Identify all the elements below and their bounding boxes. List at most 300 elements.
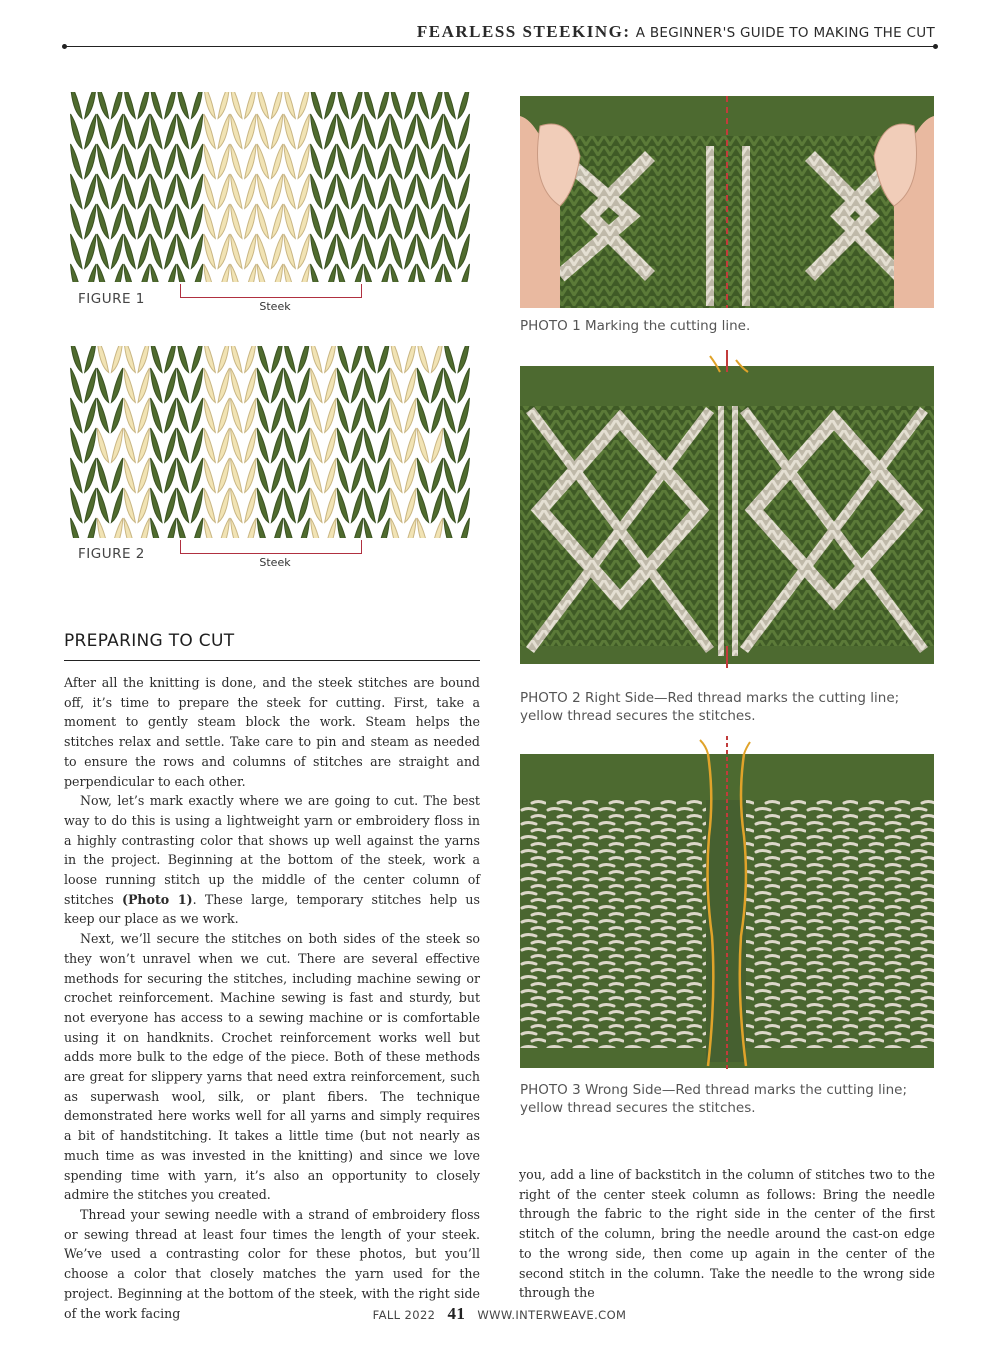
knit-stitch-leg (71, 368, 82, 403)
knit-stitch-leg (245, 174, 256, 209)
knit-stitch-leg (165, 92, 176, 119)
knit-stitch-leg (337, 428, 348, 463)
knit-stitch-leg (271, 144, 282, 179)
knit-stitch-leg (364, 204, 375, 239)
photo-1-reference: (Photo 1) (122, 891, 193, 907)
knit-stitch-leg (378, 488, 389, 523)
knit-stitch-leg (85, 458, 96, 493)
knit-stitch-leg (218, 92, 229, 119)
knit-stitch-leg (151, 204, 162, 239)
knit-stitch-leg (257, 488, 268, 523)
knit-stitch-leg (204, 204, 215, 239)
knit-stitch-leg (405, 144, 416, 179)
knit-stitch-leg (458, 458, 469, 493)
knit-stitch-leg (177, 458, 188, 493)
knit-stitch-leg (97, 346, 108, 373)
knit-stitch-leg (417, 174, 428, 209)
footer-issue: FALL 2022 (372, 1308, 436, 1322)
knit-stitch-leg (231, 368, 242, 403)
knit-stitch-leg (111, 114, 122, 149)
article-column-right (519, 1165, 935, 1303)
knit-stitch-leg (97, 114, 108, 149)
knit-stitch-leg (378, 174, 389, 209)
knit-stitch-leg (245, 144, 256, 179)
knit-stitch-leg (151, 144, 162, 179)
knit-stitch-leg (245, 458, 256, 493)
knit-stitch-leg (444, 346, 455, 373)
figure-1-steek-label: Steek (259, 300, 291, 313)
paragraph-5: you, add a line of backstitch in the column of stitches two to the right of the center steek column as follows: Bring the needle through the fabric to the right side in the center of the first stitch of the column, bring the needle around the cast-on edge to the wrong side, then come up again in the center of the second stitch in the column. Take the needle to the wrong side through the (519, 1167, 935, 1301)
knit-stitch-leg (325, 368, 336, 403)
knit-stitch-leg (165, 204, 176, 239)
knit-stitch-leg (351, 204, 362, 239)
knit-stitch-leg (71, 488, 82, 523)
knit-stitch-leg (298, 144, 309, 179)
knit-stitch-leg (85, 144, 96, 179)
knit-stitch-leg (431, 92, 442, 119)
footer-url: WWW.INTERWEAVE.COM (477, 1308, 627, 1322)
knit-stitch-leg (298, 204, 309, 239)
knit-stitch-leg (417, 428, 428, 463)
knit-stitch-leg (405, 234, 416, 269)
knit-stitch-leg (85, 234, 96, 269)
knit-stitch-leg (97, 174, 108, 209)
photo-3-illustration (520, 736, 934, 1070)
knit-stitch-leg (191, 398, 202, 433)
knit-stitch-leg (311, 428, 322, 463)
knit-stitch-leg (444, 368, 455, 403)
knit-stitch-leg (444, 204, 455, 239)
figure-1-stitch-diagram (70, 92, 470, 282)
knit-stitch-leg (337, 114, 348, 149)
knit-stitch-leg (257, 346, 268, 373)
knit-stitch-leg (231, 428, 242, 463)
knit-stitch-leg (138, 92, 149, 119)
knit-stitch-leg (417, 368, 428, 403)
knit-stitch-leg (311, 368, 322, 403)
knit-stitch-leg (151, 114, 162, 149)
knit-stitch-leg (351, 488, 362, 523)
knit-stitch-leg (111, 458, 122, 493)
knit-stitch-leg (218, 114, 229, 149)
knit-stitch-leg (337, 488, 348, 523)
knit-stitch-leg (177, 488, 188, 523)
knit-stitch-leg (391, 488, 402, 523)
knit-stitch-leg (257, 458, 268, 493)
knit-stitch-leg (231, 204, 242, 239)
knit-stitch-leg (458, 488, 469, 523)
knit-stitch-leg (325, 174, 336, 209)
knit-stitch-leg (364, 458, 375, 493)
knit-stitch-leg (431, 346, 442, 373)
knit-stitch-leg (271, 346, 282, 373)
knit-stitch-leg (391, 204, 402, 239)
header-title: FEARLESS STEEKING: (416, 22, 631, 41)
knit-stitch-leg (444, 174, 455, 209)
knit-stitch-leg (124, 458, 135, 493)
knit-stitch-leg (151, 428, 162, 463)
knit-stitch-leg (391, 398, 402, 433)
knit-stitch-leg (245, 428, 256, 463)
knit-stitch-leg (284, 234, 295, 269)
knit-stitch-leg (351, 114, 362, 149)
knit-stitch-leg (97, 458, 108, 493)
knit-stitch-leg (337, 144, 348, 179)
paragraph-2-text-a: Now, let’s mark exactly where we are going to cut. The best way to do this is using a lightweight yarn or embroidery floss in a highly contrasting color that shows up well against the yarns in the project. Beginning at the bottom of the steek, work a loose running stitch up the middle of the center column of stitches (64, 793, 480, 907)
knit-stitch-leg (151, 92, 162, 119)
knit-stitch-leg (151, 458, 162, 493)
knit-stitch-leg (458, 114, 469, 149)
knit-stitch-leg (444, 114, 455, 149)
knit-stitch-leg (85, 428, 96, 463)
figure-1-label: FIGURE 1 (78, 291, 145, 307)
knit-stitch-leg (138, 458, 149, 493)
knit-stitch-leg (111, 92, 122, 119)
knit-stitch-leg (351, 458, 362, 493)
knit-stitch-leg (431, 488, 442, 523)
section-heading: PREPARING TO CUT (64, 631, 480, 661)
knit-stitch-leg (165, 234, 176, 269)
knit-stitch-leg (364, 92, 375, 119)
knit-stitch-leg (391, 368, 402, 403)
knit-stitch-leg (351, 144, 362, 179)
knit-stitch-leg (351, 398, 362, 433)
figure-2-stitch-diagram (70, 346, 470, 538)
knit-stitch-leg (364, 144, 375, 179)
knit-stitch-leg (284, 174, 295, 209)
knit-stitch-leg (97, 488, 108, 523)
knit-stitch-leg (245, 114, 256, 149)
knit-stitch-leg (138, 144, 149, 179)
knit-stitch-leg (364, 368, 375, 403)
knit-stitch-leg (271, 234, 282, 269)
knit-stitch-leg (71, 92, 82, 119)
knit-stitch-leg (364, 234, 375, 269)
knit-stitch-leg (431, 204, 442, 239)
knit-stitch-leg (165, 458, 176, 493)
knit-stitch-leg (111, 346, 122, 373)
photo-2-caption: PHOTO 2 Right Side—Red thread marks the cutting line; yellow thread secures the stitches. (520, 690, 900, 724)
knit-stitch-leg (191, 174, 202, 209)
knit-stitch-leg (177, 428, 188, 463)
knit-stitch-leg (231, 458, 242, 493)
knit-stitch-leg (177, 204, 188, 239)
knit-stitch-leg (431, 144, 442, 179)
knit-stitch-leg (337, 346, 348, 373)
knit-stitch-leg (85, 398, 96, 433)
paragraph-4: Thread your sewing needle with a strand of embroidery floss or sewing thread at least four times the length of your steek. We’ve used a contrasting color for these photos, but you’ll choose a color that closely matches the yarn used for the project. Beginning at the bottom of the steek, with the right side of the work facing (64, 1206, 480, 1321)
knit-stitch-leg (71, 428, 82, 463)
knit-stitch-leg (218, 174, 229, 209)
knit-stitch-leg (138, 346, 149, 373)
knit-stitch-leg (311, 114, 322, 149)
knit-stitch-leg (431, 428, 442, 463)
knit-stitch-leg (444, 144, 455, 179)
figure-2-steek-label: Steek (259, 556, 291, 569)
knit-stitch-leg (111, 144, 122, 179)
knit-stitch-leg (165, 398, 176, 433)
photo-1-illustration (520, 96, 934, 308)
knit-stitch-leg (337, 368, 348, 403)
knit-stitch-leg (218, 398, 229, 433)
knit-stitch-leg (218, 234, 229, 269)
knit-stitch-leg (124, 398, 135, 433)
knit-stitch-leg (351, 92, 362, 119)
knit-stitch-leg (298, 234, 309, 269)
knit-stitch-leg (444, 488, 455, 523)
knit-stitch-leg (271, 92, 282, 119)
knit-stitch-leg (271, 204, 282, 239)
knit-stitch-leg (271, 114, 282, 149)
knit-stitch-leg (298, 398, 309, 433)
knit-stitch-leg (284, 346, 295, 373)
knit-stitch-leg (97, 204, 108, 239)
knit-stitch-leg (218, 458, 229, 493)
knit-stitch-leg (257, 398, 268, 433)
knit-stitch-leg (325, 204, 336, 239)
knit-stitch-leg (204, 368, 215, 403)
knit-stitch-leg (364, 174, 375, 209)
knit-stitch-leg (191, 368, 202, 403)
knit-stitch-leg (458, 204, 469, 239)
knit-stitch-leg (231, 144, 242, 179)
knit-stitch-leg (97, 92, 108, 119)
knit-stitch-leg (311, 174, 322, 209)
knit-stitch-leg (191, 114, 202, 149)
knit-stitch-leg (204, 398, 215, 433)
knit-stitch-leg (364, 398, 375, 433)
knit-stitch-leg (97, 398, 108, 433)
knit-stitch-leg (298, 346, 309, 373)
knit-stitch-leg (364, 488, 375, 523)
knit-stitch-leg (351, 428, 362, 463)
knit-stitch-leg (417, 346, 428, 373)
knit-stitch-leg (85, 488, 96, 523)
knit-stitch-leg (417, 398, 428, 433)
knit-stitch-leg (124, 174, 135, 209)
knit-stitch-leg (204, 488, 215, 523)
knit-stitch-leg (138, 488, 149, 523)
knit-stitch-leg (378, 458, 389, 493)
knit-stitch-leg (284, 428, 295, 463)
knit-stitch-leg (85, 174, 96, 209)
knit-stitch-leg (165, 174, 176, 209)
knit-stitch-leg (111, 204, 122, 239)
knit-stitch-leg (257, 174, 268, 209)
photo-1-marking-cutting-line (520, 96, 934, 308)
knit-stitch-leg (218, 428, 229, 463)
knit-stitch-leg (417, 92, 428, 119)
knit-stitch-leg (391, 234, 402, 269)
knit-stitch-leg (444, 92, 455, 119)
knit-stitch-leg (257, 114, 268, 149)
knit-stitch-leg (71, 204, 82, 239)
knit-stitch-leg (151, 234, 162, 269)
knit-stitch-leg (378, 204, 389, 239)
knit-stitch-leg (284, 114, 295, 149)
knit-stitch-leg (271, 458, 282, 493)
knit-stitch-leg (191, 458, 202, 493)
knit-stitch-leg (111, 428, 122, 463)
knit-stitch-leg (351, 346, 362, 373)
knit-stitch-leg (417, 114, 428, 149)
figure-2-steek-bracket (180, 540, 362, 554)
knit-stitch-leg (97, 234, 108, 269)
knit-stitch-leg (218, 488, 229, 523)
knit-stitch-leg (417, 458, 428, 493)
knit-stitch-leg (284, 488, 295, 523)
figure-1-steek-bracket (180, 284, 362, 298)
knit-stitch-leg (231, 398, 242, 433)
knit-stitch-leg (351, 234, 362, 269)
knit-stitch-leg (311, 488, 322, 523)
knit-stitch-leg (391, 428, 402, 463)
knit-stitch-leg (231, 346, 242, 373)
page-number: 41 (447, 1304, 466, 1323)
knit-stitch-leg (245, 204, 256, 239)
knit-stitch-leg (204, 234, 215, 269)
knit-stitch-leg (165, 144, 176, 179)
knit-stitch-leg (231, 92, 242, 119)
knit-stitch-leg (85, 114, 96, 149)
knit-stitch-leg (417, 488, 428, 523)
knit-stitch-leg (405, 174, 416, 209)
knit-stitch-leg (85, 92, 96, 119)
knit-stitch-leg (85, 346, 96, 373)
knit-stitch-leg (391, 346, 402, 373)
knit-stitch-leg (325, 346, 336, 373)
knit-stitch-leg (111, 368, 122, 403)
knit-stitch-leg (124, 114, 135, 149)
knit-stitch-leg (378, 398, 389, 433)
figure-2-label: FIGURE 2 (78, 546, 145, 562)
photo-3-wrong-side (520, 736, 934, 1070)
knit-stitch-leg (417, 144, 428, 179)
knit-stitch-leg (177, 398, 188, 433)
knit-stitch-leg (177, 92, 188, 119)
knit-stitch-leg (271, 488, 282, 523)
paragraph-2 (64, 791, 480, 929)
figure-2-knit-chart (70, 346, 470, 538)
knit-stitch-leg (257, 204, 268, 239)
knit-stitch-leg (191, 92, 202, 119)
knit-stitch-leg (151, 488, 162, 523)
knit-stitch-leg (325, 428, 336, 463)
knit-stitch-leg (405, 428, 416, 463)
knit-stitch-leg (391, 174, 402, 209)
knit-stitch-leg (378, 368, 389, 403)
knit-stitch-leg (431, 368, 442, 403)
knit-stitch-leg (458, 368, 469, 403)
knit-stitch-leg (204, 114, 215, 149)
knit-stitch-leg (298, 488, 309, 523)
knit-stitch-leg (231, 488, 242, 523)
knit-stitch-leg (177, 174, 188, 209)
knit-stitch-leg (337, 174, 348, 209)
paragraph-2-text-b: . These large, temporary stitches help us keep our place as we work. (64, 891, 481, 927)
knit-stitch-leg (111, 398, 122, 433)
running-header (417, 22, 935, 42)
knit-stitch-leg (151, 368, 162, 403)
knit-stitch-leg (71, 458, 82, 493)
knit-stitch-leg (97, 144, 108, 179)
knit-stitch-leg (337, 204, 348, 239)
knit-stitch-leg (231, 174, 242, 209)
figure-1-knit-chart (70, 92, 470, 282)
header-subtitle: A BEGINNER'S GUIDE TO MAKING THE CUT (635, 25, 935, 41)
knit-stitch-leg (405, 488, 416, 523)
paragraph-3: Next, we’ll secure the stitches on both sides of the steek so they won’t unravel when we cut. There are several effective methods for securing the stitches, including machine sewing or crochet reinforcement. Machine sewing is fast and sturdy, but not everyone has access to a sewing machine or is comfortable using it on handknits. Crochet reinforcement works well but adds more bulk to the edge of the piece. Both of these methods are great for slippery yarns that need extra reinforcement, such as superwash wool, silk, or plant fibers. The technique demonstrated here works well for all yarns and simply requires a bit of handstitching. It takes a little time (but not nearly as much time as was invested in the knitting) and since we love spending time with yarn, it’s also an opportunity to closely admire the stitches you created. (64, 931, 480, 1203)
knit-stitch-leg (378, 234, 389, 269)
knit-stitch-leg (138, 204, 149, 239)
knit-stitch-leg (165, 114, 176, 149)
knit-stitch-leg (191, 144, 202, 179)
knit-stitch-leg (245, 234, 256, 269)
knit-stitch-leg (271, 398, 282, 433)
knit-stitch-leg (71, 346, 82, 373)
knit-stitch-leg (284, 204, 295, 239)
knit-stitch-leg (257, 234, 268, 269)
knit-stitch-leg (124, 144, 135, 179)
knit-stitch-leg (458, 346, 469, 373)
knit-stitch-leg (124, 346, 135, 373)
knit-stitch-leg (431, 234, 442, 269)
knit-stitch-leg (444, 398, 455, 433)
knit-stitch-leg (351, 174, 362, 209)
knit-stitch-leg (204, 92, 215, 119)
knit-stitch-leg (325, 114, 336, 149)
knit-stitch-leg (231, 114, 242, 149)
knit-stitch-leg (218, 144, 229, 179)
knit-stitch-leg (431, 174, 442, 209)
knit-stitch-leg (444, 428, 455, 463)
knit-stitch-leg (204, 458, 215, 493)
knit-stitch-leg (271, 428, 282, 463)
photo-1-caption: PHOTO 1 Marking the cutting line. (520, 318, 751, 334)
knit-stitch-leg (405, 458, 416, 493)
knit-stitch-leg (337, 398, 348, 433)
knit-stitch-leg (177, 114, 188, 149)
knit-stitch-leg (231, 234, 242, 269)
knit-stitch-leg (124, 488, 135, 523)
knit-stitch-leg (191, 428, 202, 463)
knit-stitch-leg (431, 114, 442, 149)
knit-stitch-leg (284, 144, 295, 179)
knit-stitch-leg (364, 114, 375, 149)
knit-stitch-leg (191, 488, 202, 523)
knit-stitch-leg (245, 488, 256, 523)
knit-stitch-leg (378, 144, 389, 179)
knit-stitch-leg (257, 144, 268, 179)
knit-stitch-leg (458, 234, 469, 269)
knit-stitch-leg (191, 204, 202, 239)
knit-stitch-leg (257, 368, 268, 403)
knit-stitch-leg (245, 92, 256, 119)
knit-stitch-leg (391, 144, 402, 179)
knit-stitch-leg (378, 92, 389, 119)
knit-stitch-leg (284, 398, 295, 433)
knit-stitch-leg (124, 204, 135, 239)
knit-stitch-leg (177, 234, 188, 269)
knit-stitch-leg (284, 458, 295, 493)
knit-stitch-leg (311, 398, 322, 433)
knit-stitch-leg (458, 428, 469, 463)
knit-stitch-leg (364, 428, 375, 463)
knit-stitch-leg (85, 368, 96, 403)
knit-stitch-leg (298, 92, 309, 119)
knit-stitch-leg (138, 234, 149, 269)
knit-stitch-leg (165, 346, 176, 373)
